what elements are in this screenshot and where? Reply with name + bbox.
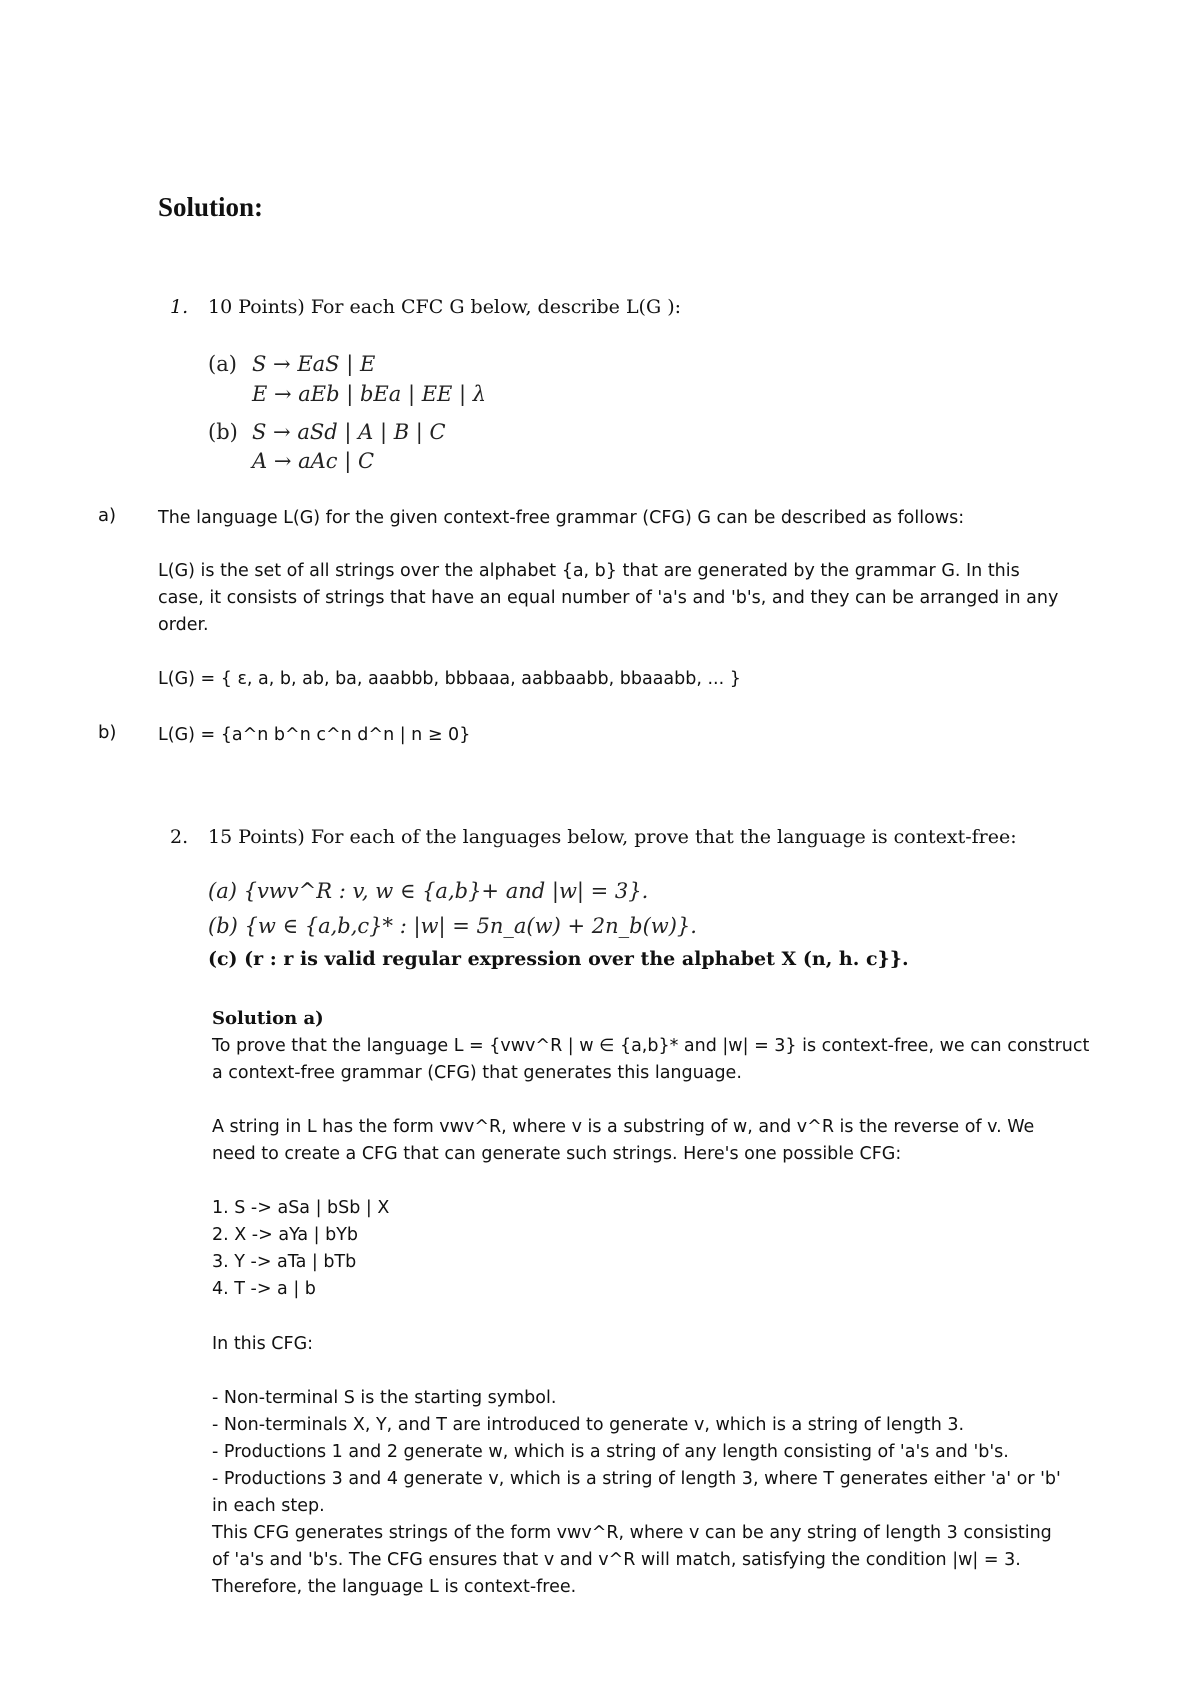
grammar-a-line-2: E → aEb | bEa | EE | λ [252, 382, 487, 406]
grammar-b-line-2: A → aAc | C [252, 449, 375, 473]
language-c: (c) (r : r is valid regular expression over the alphabet X (n, h. c}}. [208, 948, 909, 970]
question-1-prompt [170, 296, 681, 318]
list-item: - Productions 1 and 2 generate w, which is a string of any length consisting of 'a's and 'b's. [212, 1442, 1009, 1462]
answer-b-label: b) [98, 722, 117, 743]
cfg-rules-list [212, 1195, 1132, 1303]
solution-a-paragraph-2: A string in L has the form vwv^R, where v is a substring of w, and v^R is the reverse of v. We need to create a CFG that can generate such strings. Here's one possible CFG: [212, 1117, 1035, 1164]
list-item: - Productions 3 and 4 generate v, which is a string of length 3, where T generates either 'a' or 'b' [212, 1469, 1061, 1489]
answer-b-set: L(G) = {a^n b^n c^n d^n | n ≥ 0} [158, 725, 471, 745]
question-1-number: 1. [170, 296, 189, 318]
language-a: (a) {vwv^R : v, w ∈ {a,b}+ and |w| = 3}. [208, 879, 649, 903]
list-item: 2. X -> aYa | bYb [212, 1225, 359, 1245]
question-2-text: 15 Points) For each of the languages below, prove that the language is context-free: [208, 826, 1017, 848]
list-item: 1. S -> aSa | bSb | X [212, 1198, 390, 1218]
cfg-explanation-list [212, 1385, 1132, 1520]
page-title: Solution: [158, 192, 264, 222]
solution-a-conclusion: This CFG generates strings of the form vwv^R, where v can be any string of length 3 consisting of 'a's and 'b's. The CFG ensures that v and v^R will match, satisfying the condition |w| = 3. Therefore, the language L is context-free. [212, 1523, 1052, 1597]
language-b: (b) {w ∈ {a,b,c}* : |w| = 5n_a(w) + 2n_b(w)}. [208, 914, 697, 938]
grammar-a-line-1: (a) S → EaS | E [208, 352, 376, 376]
answer-a-intro: The language L(G) for the given context-free grammar (CFG) G can be described as follows: [158, 508, 965, 528]
question-1-text: 10 Points) For each CFC G below, describe L(G ): [208, 296, 682, 318]
in-this-cfg: In this CFG: [212, 1334, 314, 1354]
list-item: 3. Y -> aTa | bTb [212, 1252, 357, 1272]
list-item: in each step. [212, 1496, 325, 1516]
list-item: - Non-terminals X, Y, and T are introduced to generate v, which is a string of length 3. [212, 1415, 965, 1435]
answer-a-set: L(G) = { ε, a, b, ab, ba, aaabbb, bbbaaa, aabbaabb, bbaaabb, ... } [158, 669, 741, 689]
list-item: - Non-terminal S is the starting symbol. [212, 1388, 557, 1408]
question-2-prompt [170, 826, 1017, 848]
answer-a-label: a) [98, 505, 117, 526]
solution-a-paragraph-1: To prove that the language L = {vwv^R | w ∈ {a,b}* and |w| = 3} is context-free, we can construct a context-free grammar (CFG) that generates this language. [212, 1036, 1090, 1083]
answer-a-paragraph: L(G) is the set of all strings over the alphabet {a, b} that are generated by the grammar G. In this case, it consists of strings that have an equal number of 'a's and 'b's, and they can be arranged in any order. [158, 561, 1059, 635]
list-item: 4. T -> a | b [212, 1279, 316, 1299]
solution-a-heading: Solution a) [212, 1008, 324, 1029]
grammar-b-line-1: (b) S → aSd | A | B | C [208, 420, 446, 444]
question-2-number: 2. [170, 826, 189, 848]
